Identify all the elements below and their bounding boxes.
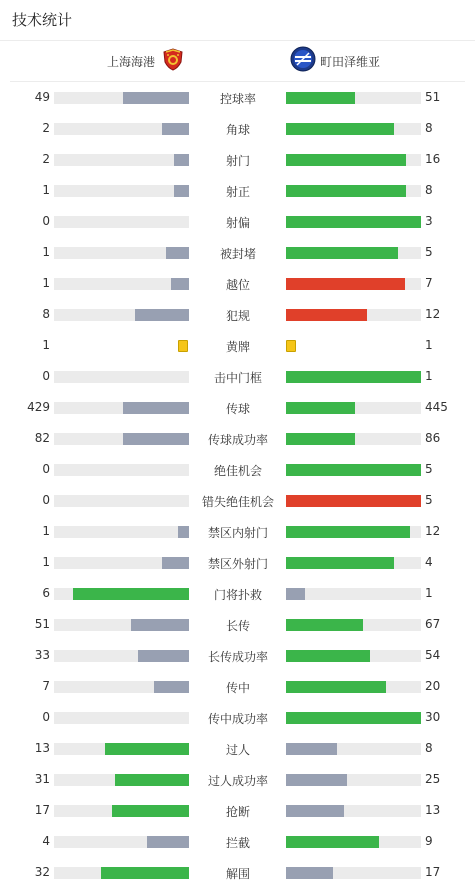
away-bar-fill: [286, 185, 406, 197]
home-bar-track: [54, 154, 189, 166]
away-value: 8: [425, 741, 433, 755]
away-bar-track: [286, 371, 421, 383]
home-value: 33: [34, 648, 50, 662]
home-value: 51: [34, 617, 50, 631]
away-bar-track: [286, 247, 421, 259]
home-bar-track: [54, 185, 189, 197]
away-value: 25: [425, 772, 441, 786]
home-bar-track: [54, 495, 189, 507]
home-bar-track: [54, 712, 189, 724]
home-value: 0: [42, 493, 50, 507]
away-bar-track: [286, 774, 421, 786]
away-bar-track: [286, 309, 421, 321]
stat-row: [0, 175, 475, 206]
away-bar-track: [286, 588, 421, 600]
home-team-name: 上海海港: [106, 54, 155, 69]
away-bar-track: [286, 619, 421, 631]
home-bar-track: [54, 92, 189, 104]
away-bar-track: [286, 867, 421, 879]
stat-label: 黄牌: [225, 340, 250, 354]
away-value: 13: [425, 803, 441, 817]
home-bar-track: [54, 743, 189, 755]
away-bar-fill: [286, 495, 421, 507]
home-bar-fill: [138, 650, 189, 662]
home-value: 2: [42, 152, 50, 166]
away-bar-fill: [286, 154, 406, 166]
home-bar-fill: [101, 867, 189, 879]
away-value: 54: [425, 648, 441, 662]
away-bar-fill: [286, 247, 398, 259]
stat-label: 禁区外射门: [207, 557, 268, 571]
stat-label: 长传成功率: [207, 650, 268, 664]
page-title: 技术统计: [12, 11, 73, 29]
away-bar-track: [286, 836, 421, 848]
away-bar-fill: [286, 743, 337, 755]
stat-row: [0, 144, 475, 175]
stat-row: [0, 547, 475, 578]
away-value: 20: [425, 679, 441, 693]
home-bar-track: [54, 216, 189, 228]
away-value: 1: [425, 586, 433, 600]
home-team[interactable]: [107, 41, 185, 81]
home-bar-track: [54, 557, 189, 569]
away-bar-fill: [286, 619, 363, 631]
stat-label: 传中: [225, 681, 250, 695]
away-value: 1: [425, 369, 433, 383]
away-bar-fill: [286, 371, 421, 383]
away-value: 5: [425, 462, 433, 476]
home-value: 13: [34, 741, 50, 755]
home-bar-track: [54, 805, 189, 817]
stat-label: 拦截: [225, 836, 250, 850]
home-bar-fill: [135, 309, 189, 321]
stat-label: 被封堵: [219, 247, 256, 261]
away-bar-fill: [286, 805, 344, 817]
away-bar-fill: [286, 774, 347, 786]
home-bar-track: [54, 774, 189, 786]
away-bar-fill: [286, 588, 305, 600]
stat-label: 击中门框: [213, 371, 262, 385]
home-value: 82: [34, 431, 50, 445]
away-value: 3: [425, 214, 433, 228]
away-bar-track: [286, 216, 421, 228]
away-bar-track: [286, 712, 421, 724]
home-bar-fill: [154, 681, 189, 693]
home-bar-track: [54, 619, 189, 631]
away-value: 9: [425, 834, 433, 848]
away-value: 16: [425, 152, 441, 166]
stat-row: [0, 423, 475, 454]
stat-row: [0, 454, 475, 485]
stat-row: [0, 113, 475, 144]
home-value: 1: [42, 338, 50, 352]
stat-label: 错失绝佳机会: [201, 495, 274, 509]
away-bar-track: [286, 92, 421, 104]
away-value: 86: [425, 431, 441, 445]
away-bar-fill: [286, 92, 355, 104]
stat-row: [0, 733, 475, 764]
home-bar-fill: [73, 588, 189, 600]
away-bar-track: [286, 185, 421, 197]
stat-row: [0, 702, 475, 733]
stat-label: 控球率: [219, 92, 256, 106]
home-bar-fill: [178, 526, 189, 538]
away-bar-fill: [286, 557, 394, 569]
home-bar-fill: [123, 92, 189, 104]
away-value: 51: [425, 90, 441, 104]
stat-label: 抢断: [225, 805, 250, 819]
stat-label: 传中成功率: [207, 712, 268, 726]
away-bar-track: [286, 743, 421, 755]
home-value: 1: [42, 183, 50, 197]
away-value: 8: [425, 183, 433, 197]
home-yellow-card-icon: [178, 340, 188, 352]
home-bar-track: [54, 371, 189, 383]
stat-label: 传球: [225, 402, 250, 416]
away-bar-fill: [286, 712, 421, 724]
stat-row: [0, 640, 475, 671]
section-header: [0, 0, 475, 41]
home-bar-fill: [147, 836, 189, 848]
away-value: 5: [425, 245, 433, 259]
away-bar-track: [286, 557, 421, 569]
stat-label: 门将扑救: [213, 588, 262, 602]
home-value: 429: [27, 400, 50, 414]
stat-label: 过人: [225, 743, 250, 757]
away-bar-fill: [286, 309, 367, 321]
stat-row: [0, 299, 475, 330]
stat-label: 长传: [225, 619, 250, 633]
home-value: 17: [34, 803, 50, 817]
home-value: 0: [42, 214, 50, 228]
away-bar-track: [286, 495, 421, 507]
home-bar-track: [54, 681, 189, 693]
away-value: 17: [425, 865, 441, 879]
away-bar-track: [286, 681, 421, 693]
home-value: 0: [42, 710, 50, 724]
away-yellow-card-icon: [286, 340, 296, 352]
stat-row: [0, 361, 475, 392]
away-bar-track: [286, 650, 421, 662]
home-bar-track: [54, 588, 189, 600]
home-bar-fill: [131, 619, 189, 631]
away-bar-fill: [286, 216, 421, 228]
away-bar-track: [286, 433, 421, 445]
away-bar-fill: [286, 433, 355, 445]
home-value: 6: [42, 586, 50, 600]
home-value: 0: [42, 369, 50, 383]
stat-label: 过人成功率: [207, 774, 268, 788]
home-value: 8: [42, 307, 50, 321]
home-value: 1: [42, 555, 50, 569]
stat-label: 越位: [225, 278, 250, 292]
away-value: 445: [425, 400, 448, 414]
stats-list: [0, 82, 475, 888]
stat-label: 射正: [225, 185, 250, 199]
home-team-crest-icon: [161, 47, 185, 75]
stat-label: 绝佳机会: [213, 464, 262, 478]
away-bar-fill: [286, 867, 333, 879]
away-value: 1: [425, 338, 433, 352]
home-bar-track: [54, 278, 189, 290]
home-value: 7: [42, 679, 50, 693]
stat-label: 禁区内射门: [207, 526, 268, 540]
away-bar-track: [286, 402, 421, 414]
stat-row: [0, 516, 475, 547]
away-bar-track: [286, 123, 421, 135]
stat-row: [0, 795, 475, 826]
away-bar-fill: [286, 650, 370, 662]
home-bar-fill: [162, 123, 189, 135]
stat-label: 解围: [225, 867, 250, 881]
away-bar-fill: [286, 402, 355, 414]
away-bar-fill: [286, 836, 379, 848]
away-value: 5: [425, 493, 433, 507]
home-value: 1: [42, 245, 50, 259]
stat-row: [0, 330, 475, 361]
away-bar-fill: [286, 464, 421, 476]
stat-label: 射偏: [225, 216, 250, 230]
home-bar-track: [54, 867, 189, 879]
home-value: 49: [34, 90, 50, 104]
away-team-crest-icon: [290, 46, 316, 76]
away-bar-track: [286, 278, 421, 290]
home-bar-track: [54, 650, 189, 662]
home-bar-track: [54, 309, 189, 321]
stat-label: 射门: [225, 154, 250, 168]
stat-row: [0, 206, 475, 237]
stat-row: [0, 857, 475, 888]
home-bar-fill: [166, 247, 189, 259]
stat-row: [0, 268, 475, 299]
away-bar-track: [286, 464, 421, 476]
home-bar-track: [54, 464, 189, 476]
home-bar-fill: [115, 774, 189, 786]
away-bar-track: [286, 154, 421, 166]
away-value: 67: [425, 617, 441, 631]
home-value: 2: [42, 121, 50, 135]
stat-row: [0, 609, 475, 640]
away-team-name: 町田泽维亚: [320, 54, 381, 69]
away-bar-fill: [286, 278, 405, 290]
home-value: 0: [42, 462, 50, 476]
home-bar-track: [54, 402, 189, 414]
home-bar-track: [54, 526, 189, 538]
stat-row: [0, 485, 475, 516]
away-bar-track: [286, 526, 421, 538]
away-value: 12: [425, 524, 441, 538]
home-bar-fill: [123, 433, 189, 445]
stat-row: [0, 578, 475, 609]
stat-label: 角球: [225, 123, 250, 137]
home-bar-fill: [112, 805, 189, 817]
away-value: 30: [425, 710, 441, 724]
away-team[interactable]: [290, 41, 380, 81]
stat-row: [0, 764, 475, 795]
away-bar-fill: [286, 123, 394, 135]
home-bar-track: [54, 247, 189, 259]
away-value: 7: [425, 276, 433, 290]
home-value: 32: [34, 865, 50, 879]
stat-label: 传球成功率: [207, 433, 268, 447]
stat-row: [0, 671, 475, 702]
home-bar-fill: [171, 278, 189, 290]
home-bar-fill: [105, 743, 189, 755]
home-bar-track: [54, 433, 189, 445]
home-value: 4: [42, 834, 50, 848]
away-value: 4: [425, 555, 433, 569]
home-value: 1: [42, 276, 50, 290]
stat-row: [0, 237, 475, 268]
away-value: 12: [425, 307, 441, 321]
away-value: 8: [425, 121, 433, 135]
home-value: 1: [42, 524, 50, 538]
away-bar-fill: [286, 526, 410, 538]
home-bar-track: [54, 836, 189, 848]
home-bar-fill: [174, 185, 189, 197]
home-bar-fill: [174, 154, 189, 166]
stat-label: 犯规: [225, 309, 250, 323]
stat-row: [0, 82, 475, 113]
away-bar-track: [286, 805, 421, 817]
home-bar-fill: [123, 402, 189, 414]
away-bar-fill: [286, 681, 386, 693]
stat-row: [0, 826, 475, 857]
stat-row: [0, 392, 475, 423]
home-value: 31: [34, 772, 50, 786]
team-header: [10, 41, 465, 82]
home-bar-fill: [162, 557, 189, 569]
home-bar-track: [54, 123, 189, 135]
